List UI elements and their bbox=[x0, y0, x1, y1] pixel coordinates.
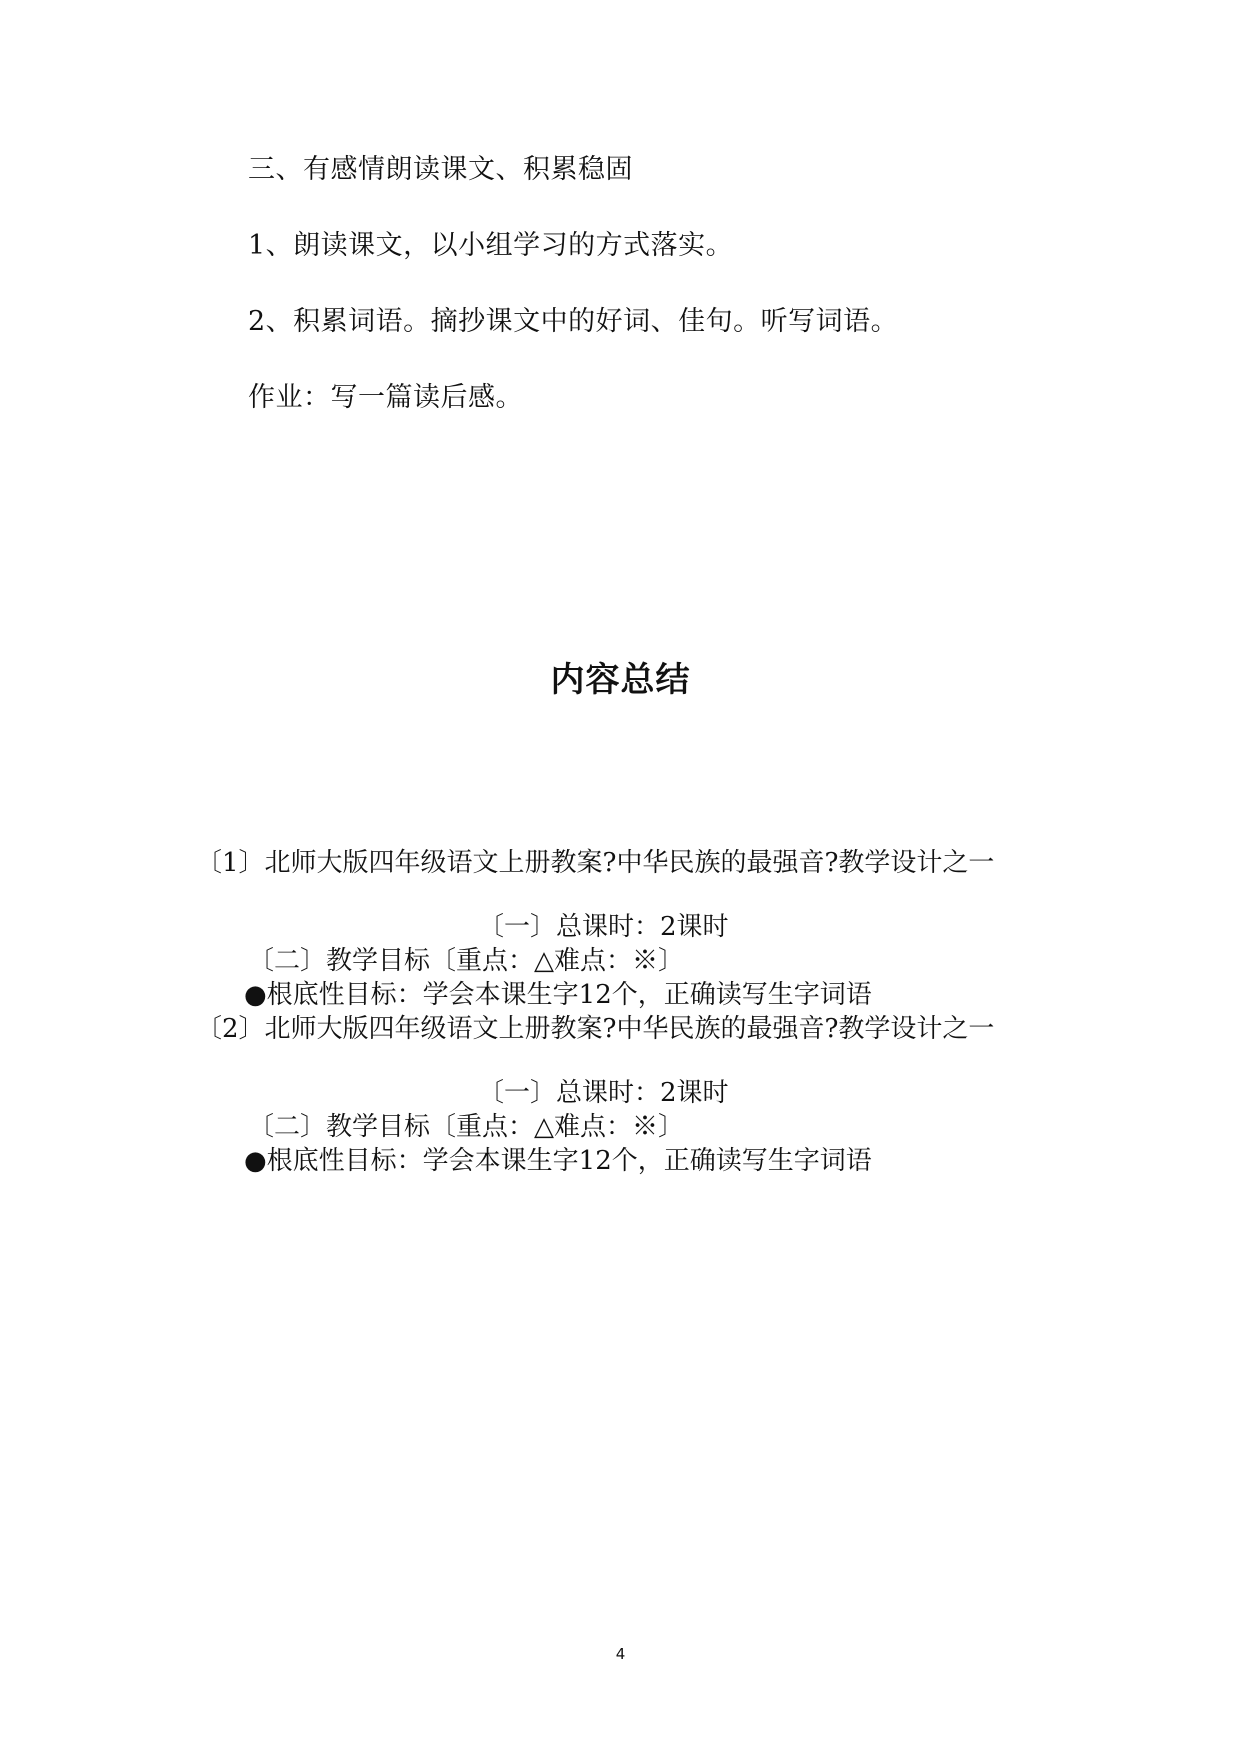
summary-entry-1-line-2: 〔二〕教学目标〔重点：△难点：※〕 bbox=[248, 946, 684, 976]
page-number: 4 bbox=[615, 1645, 626, 1663]
summary-entry-1-line-1: 〔一〕总课时：2课时 bbox=[478, 912, 729, 942]
section-heading: 三、有感情朗读课文、积累稳固 bbox=[248, 154, 633, 185]
summary-entry-2-line-2: 〔二〕教学目标〔重点：△难点：※〕 bbox=[248, 1112, 684, 1142]
summary-entry-2-line-1: 〔一〕总课时：2课时 bbox=[478, 1078, 729, 1108]
paragraph-item-2: 2、积累词语。摘抄课文中的好词、佳句。听写词语。 bbox=[248, 306, 899, 337]
homework-line: 作业：写一篇读后感。 bbox=[248, 382, 523, 413]
summary-entry-2-line-3: ●根底性目标：学会本课生字12个，正确读写生字词语 bbox=[244, 1146, 872, 1176]
summary-entry-2-heading: 〔2〕北师大版四年级语文上册教案?中华民族的最强音?教学设计之一 bbox=[196, 1014, 995, 1044]
summary-entry-1-heading: 〔1〕北师大版四年级语文上册教案?中华民族的最强音?教学设计之一 bbox=[196, 848, 995, 878]
summary-entry-1-line-3: ●根底性目标：学会本课生字12个，正确读写生字词语 bbox=[244, 980, 872, 1010]
summary-title: 内容总结 bbox=[550, 660, 691, 700]
paragraph-item-1: 1、朗读课文，以小组学习的方式落实。 bbox=[248, 230, 734, 261]
